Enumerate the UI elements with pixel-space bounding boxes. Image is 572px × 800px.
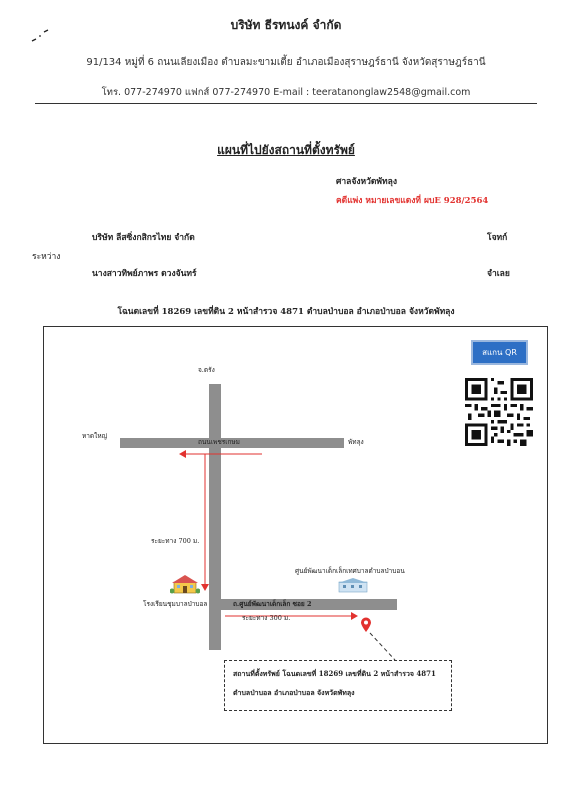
case-number: คดีแพ่ง หมายเลขแดงที่ ผบE 928/2564	[336, 196, 489, 206]
company-address: 91/134 หมู่ที่ 6 ถนนเลียงเมือง ตำบลมะขามเตี้ย อำเภอเมืองสุราษฎร์ธานี จังหวัดสุราษฎร์ธานี	[86, 57, 486, 68]
label-distance-700: ระยะทาง 700 ม.	[151, 537, 200, 545]
document-title: แผนที่ไปยังสถานที่ตั้งทรัพย์	[217, 143, 355, 157]
scan-qr-button[interactable]: สแกน QR	[471, 340, 528, 365]
company-contact: โทร. 077-274970 แฟกส์ 077-274970 E-mail : teeratanonglaw2548@gmail.com	[101, 87, 471, 98]
building-icon	[337, 577, 369, 593]
deed-description: โฉนดเลขที่ 18269 เลขที่ดิน 2 หน้าสำรวจ 4871 ตำบลป่าบอล อำเภอป่าบอล จังหวัดพัทลุง	[117, 307, 455, 317]
label-west: หาดใหญ่	[82, 432, 108, 440]
property-line-2: ตำบลป่าบอล อำเภอป่าบอล จังหวัดพัทลุง	[233, 688, 355, 697]
label-soi: ถ.ศูนย์พัฒนาเด็กเล็ก ซอย 2	[233, 600, 312, 608]
property-line-1: สถานที่ตั้งทรัพย์ โฉนดเลขที่ 18269 เลขที่ดิน 2 หน้าสำรวจ 4871	[233, 669, 436, 678]
court-name: ศาลจังหวัดพัทลุง	[336, 177, 397, 187]
plaintiff-role: โจทก์	[487, 233, 508, 243]
property-callout	[224, 660, 452, 711]
label-highway: ถนนเพชรเกษม	[198, 438, 240, 446]
label-east: พัทลุง	[348, 438, 364, 446]
label-distance-300: ระยะทาง 300 ม.	[242, 614, 291, 622]
defendant-role: จำเลย	[487, 269, 510, 279]
label-child-center: ศูนย์พัฒนาเด็กเล็กเทศบาลตำบลป่าบอน	[295, 567, 405, 575]
plaintiff-name: บริษัท ลีสซิ่งกสิกรไทย จำกัด	[92, 233, 195, 243]
defendant-name: นางสาวทิพย์ภาพร ดวงจันทร์	[92, 269, 197, 279]
school-icon	[170, 573, 200, 595]
location-pin-icon	[360, 617, 372, 633]
label-school: โรงเรียนชุมบาลป่าบอล	[143, 600, 208, 608]
company-name: บริษัท ธีรทนงค์ จำกัด	[230, 18, 342, 32]
label-north: จ.ตรัง	[198, 366, 215, 374]
pointer-dashed	[370, 633, 395, 660]
between-label: ระหว่าง	[32, 252, 61, 262]
